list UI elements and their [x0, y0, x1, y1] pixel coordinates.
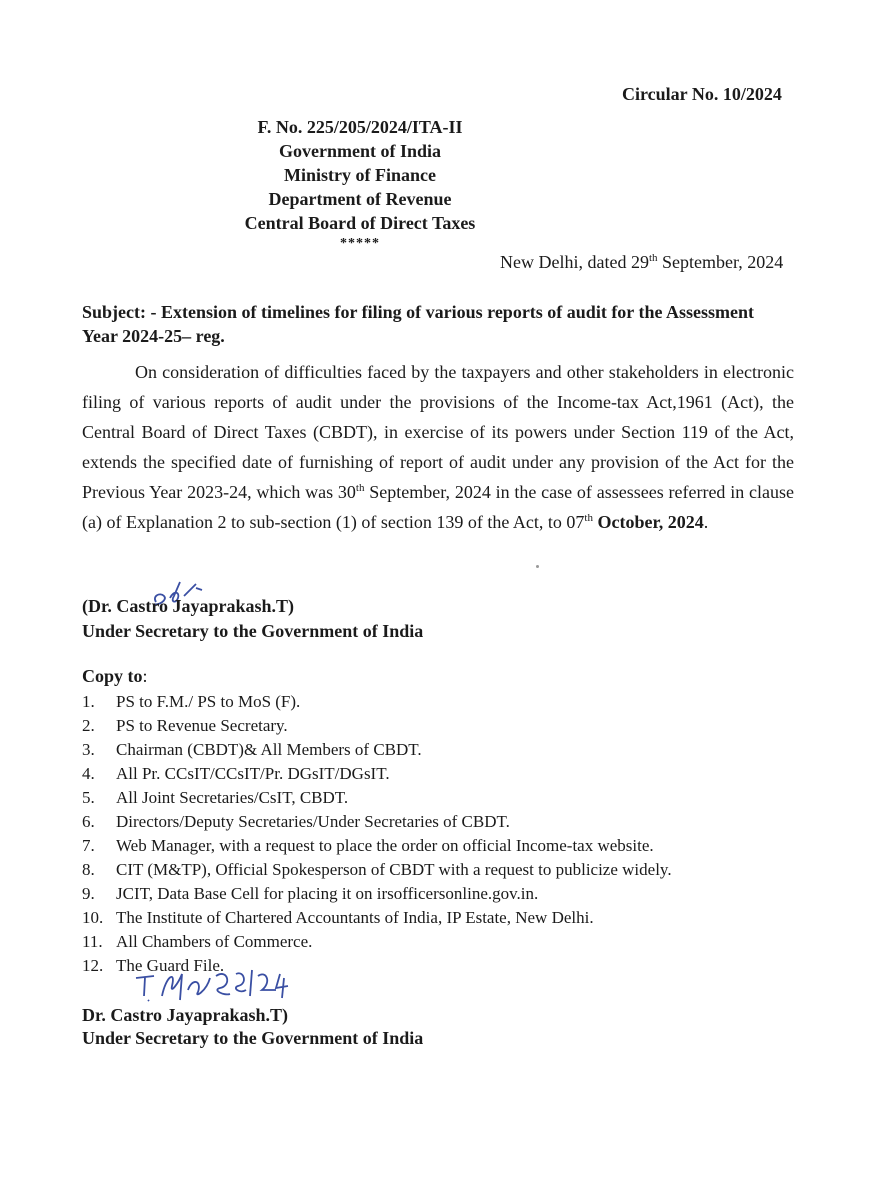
signatory2-name: Dr. Castro Jayaprakash.T) — [82, 1005, 289, 1025]
list-item: 12. The Guard File. — [82, 956, 225, 975]
body-part-1: On consideration of difficulties faced by the taxpayers and other stakeholders in electronic filing of various reports of audit under the provisions of the Income-tax Act,1961 (Act), the Central Board of Direct Taxes (CBDT), in exercise of its powers under Section 119 of the Act, extends the specified date of furnishing of report of audit under any provision of the Act for the Previous Year 2023-24, which was 30 — [82, 362, 794, 502]
copy-to-colon: : — [142, 666, 148, 686]
header-stars: ***** — [340, 236, 380, 251]
list-item: 8. CIT (M&TP), Official Spokesperson of CBDT with a request to publicize widely. — [82, 860, 672, 879]
dateline-sup: th — [648, 252, 658, 264]
list-item: 1. PS to F.M./ PS to MoS (F). — [82, 692, 301, 711]
signatory-name: (Dr. Castro Jayaprakash.T) — [82, 596, 295, 616]
list-item: 5. All Joint Secretaries/CsIT, CBDT. — [82, 788, 349, 807]
copy-to-list — [82, 690, 672, 978]
copy-to-label: Copy to — [82, 666, 143, 686]
copy-to-heading — [82, 666, 148, 687]
letter-header — [0, 115, 720, 251]
list-item: 6. Directors/Deputy Secretaries/Under Secretaries of CBDT. — [82, 812, 510, 831]
signatory2-designation: Under Secretary to the Government of India — [82, 1028, 424, 1048]
stray-dot — [536, 565, 539, 568]
department-line: Department of Revenue — [268, 189, 452, 209]
list-item: 7. Web Manager, with a request to place the order on official Income-tax website. — [82, 836, 654, 855]
body-sup-1: th — [355, 482, 365, 494]
government-line: Government of India — [279, 141, 441, 161]
signatory-designation: Under Secretary to the Government of India — [82, 621, 424, 641]
body-paragraph — [82, 357, 794, 537]
body-part-2: September, 2024 in the case of assessees referred in clause (a) of Explanation 2 to sub-section (1) of section 139 of the Act, to 07 — [82, 482, 794, 532]
list-item: 2. PS to Revenue Secretary. — [82, 716, 288, 735]
body-sup-2: th — [584, 512, 593, 524]
subject-line: Subject: - Extension of timelines for filing of various reports of audit for the Assessment Year 2024-25– reg. — [82, 302, 754, 346]
body-end: . — [703, 512, 709, 532]
dateline — [500, 252, 783, 273]
dateline-suffix: September, 2024 — [657, 252, 784, 272]
dateline-prefix: New Delhi, dated 29 — [500, 252, 649, 272]
list-item: 4. All Pr. CCsIT/CCsIT/Pr. DGsIT/DGsIT. — [82, 764, 390, 783]
body-part-3: October, 2024 — [592, 512, 704, 532]
file-number: F. No. 225/205/2024/ITA-II — [257, 117, 463, 137]
board-line: Central Board of Direct Taxes — [244, 213, 476, 233]
list-item: 11. All Chambers of Commerce. — [82, 932, 313, 951]
list-item: 9. JCIT, Data Base Cell for placing it on irsofficersonline.gov.in. — [82, 884, 539, 903]
circular-number: Circular No. 10/2024 — [622, 84, 782, 104]
list-item: 10. The Institute of Chartered Accountants of India, IP Estate, New Delhi. — [82, 908, 594, 927]
ministry-line: Ministry of Finance — [284, 165, 436, 185]
list-item: 3. Chairman (CBDT)& All Members of CBDT. — [82, 740, 422, 759]
